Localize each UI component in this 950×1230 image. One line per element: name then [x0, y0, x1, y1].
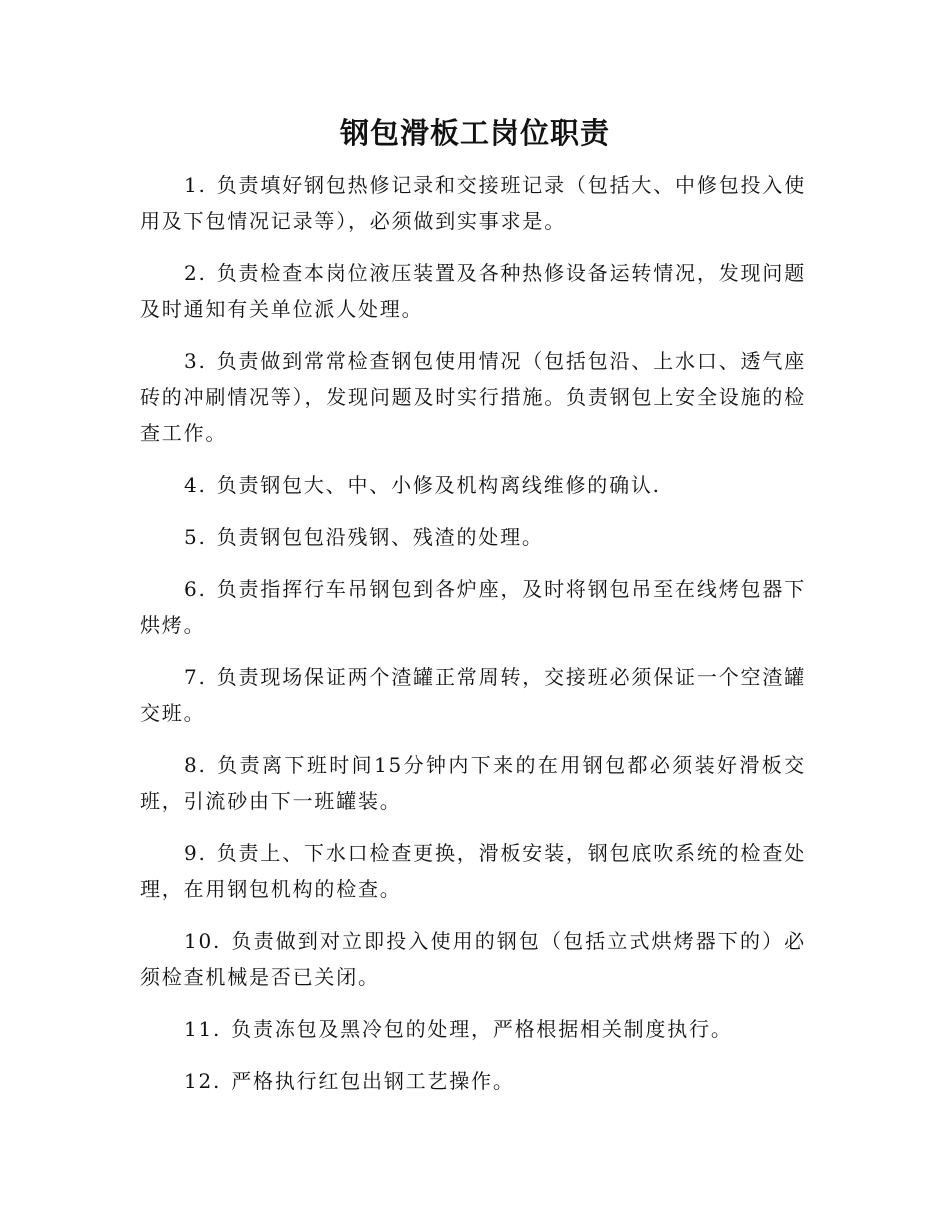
duty-number: 9. — [184, 841, 207, 865]
duty-item-7 — [140, 659, 806, 731]
duty-number: 7. — [184, 665, 207, 689]
duty-number: 10. — [184, 929, 222, 953]
duty-number: 6. — [184, 577, 207, 601]
duty-number: 11. — [184, 1017, 222, 1041]
duty-text: 严格执行红包出钢工艺操作。 — [231, 1069, 515, 1093]
duty-text: 负责现场保证两个渣罐正常周转，交接班必须保证一个空渣罐交班。 — [140, 665, 806, 725]
duty-number: 4. — [184, 473, 207, 497]
duty-list — [140, 167, 806, 1115]
duty-number: 8. — [184, 753, 207, 777]
duty-item-10 — [140, 923, 806, 995]
duty-number: 5. — [184, 525, 207, 549]
duty-item-5 — [140, 519, 806, 555]
duty-text: 负责做到常常检查钢包使用情况（包括包沿、上水口、透气座砖的冲刷情况等），发现问题及时实行措施。负责钢包上安全设施的检查工作。 — [140, 349, 806, 445]
duty-item-9 — [140, 835, 806, 907]
duty-item-4 — [140, 467, 806, 503]
duty-text: 负责做到对立即投入使用的钢包（包括立式烘烤器下的）必须检查机械是否已关闭。 — [140, 929, 806, 989]
duty-text: 负责钢包大、中、小修及机构离线维修的确认. — [216, 473, 661, 497]
duty-item-6 — [140, 571, 806, 643]
duty-item-12 — [140, 1063, 806, 1099]
document-title: 钢包滑板工岗位职责 — [339, 116, 610, 150]
duty-text: 负责钢包包沿残钢、残渣的处理。 — [216, 525, 544, 549]
duty-item-11 — [140, 1011, 806, 1047]
duty-text: 负责填好钢包热修记录和交接班记录（包括大、中修包投入使用及下包情况记录等），必须做到实事求是。 — [140, 173, 806, 233]
duty-text: 负责检查本岗位液压装置及各种热修设备运转情况，发现问题及时通知有关单位派人处理。 — [140, 261, 806, 321]
duty-item-2 — [140, 255, 806, 327]
duty-number: 1. — [184, 173, 207, 197]
duty-text: 负责离下班时间15分钟内下来的在用钢包都必须装好滑板交班，引流砂由下一班罐装。 — [140, 753, 806, 813]
duty-text: 负责冻包及黑冷包的处理，严格根据相关制度执行。 — [231, 1017, 733, 1041]
duty-item-1 — [140, 167, 806, 239]
duty-number: 3. — [184, 349, 207, 373]
duty-text: 负责上、下水口检查更换，滑板安装，钢包底吹系统的检查处理，在用钢包机构的检查。 — [140, 841, 806, 901]
duty-item-3 — [140, 343, 806, 451]
duty-text: 负责指挥行车吊钢包到各炉座，及时将钢包吊至在线烤包器下烘烤。 — [140, 577, 806, 637]
duty-number: 12. — [184, 1069, 222, 1093]
duty-item-8 — [140, 747, 806, 819]
duty-number: 2. — [184, 261, 207, 285]
